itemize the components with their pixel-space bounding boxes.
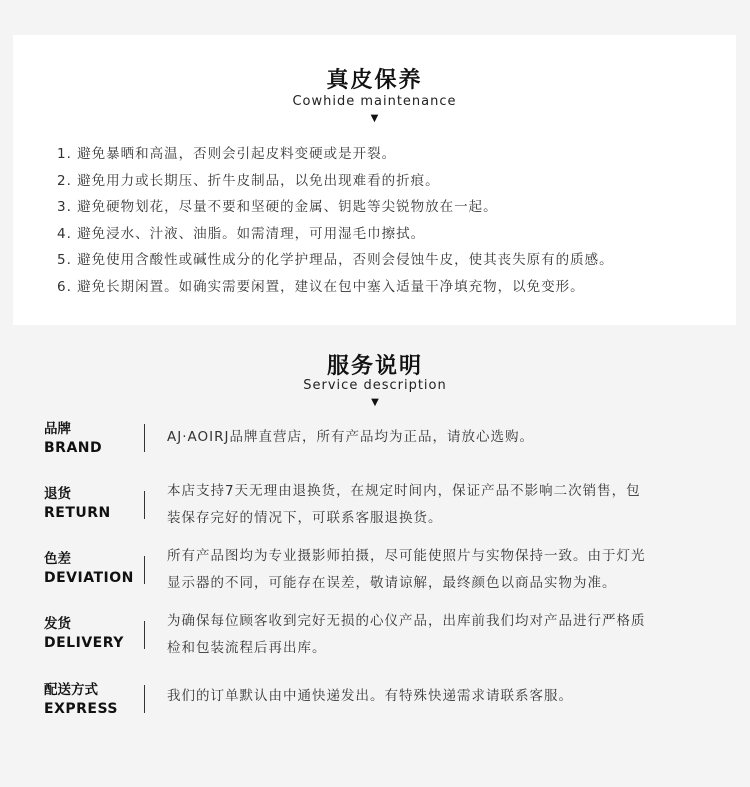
service-text-line: 为确保每位顾客收到完好无损的心仪产品，出库前我们均对产品进行严格质 (167, 613, 646, 629)
service-label-cn: 退货 (44, 486, 71, 502)
service-text (167, 543, 717, 597)
service-text-line: 检和包装流程后再出库。 (167, 640, 327, 656)
service-label-cn: 配送方式 (44, 682, 98, 698)
service-text-line: 本店支持7天无理由退换货，在规定时间内，保证产品不影响二次销售，包 (167, 483, 641, 499)
service-text (167, 608, 717, 662)
service-text-line: 所有产品图均为专业摄影师拍摄，尽可能使照片与实物保持一致。由于灯光 (167, 548, 646, 564)
service-divider (144, 424, 145, 452)
service-label-en: BRAND (44, 440, 103, 456)
care-item: 5. 避免使用含酸性或碱性成分的化学护理品，否则会侵蚀牛皮，使其丧失原有的质感。 (57, 252, 614, 269)
service-label-en: RETURN (44, 505, 111, 521)
service-label (44, 550, 139, 588)
service-label-en: DEVIATION (44, 570, 134, 586)
care-item: 3. 避免硬物划花，尽量不要和坚硬的金属、钥匙等尖锐物放在一起。 (57, 199, 498, 216)
care-arrow-icon: ▼ (370, 113, 379, 124)
care-card (13, 35, 736, 325)
service-text-line: AJ·AOIRJ品牌直营店，所有产品均为正品，请放心选购。 (167, 429, 534, 445)
service-divider (144, 491, 145, 519)
service-label (44, 420, 139, 458)
care-item: 1. 避免暴晒和高温，否则会引起皮料变硬或是开裂。 (57, 146, 397, 162)
service-text (167, 478, 717, 532)
service-label-cn: 品牌 (44, 421, 71, 437)
service-arrow-icon: ▼ (371, 397, 379, 408)
service-subtitle: Service description (303, 378, 447, 393)
service-text-line: 我们的订单默认由中通快递发出。有特殊快递需求请联系客服。 (167, 688, 573, 704)
service-divider (144, 621, 145, 649)
service-label-cn: 色差 (44, 551, 71, 567)
service-label (44, 615, 139, 653)
care-title: 真皮保养 (326, 68, 423, 93)
service-label (44, 485, 139, 523)
service-title: 服务说明 (326, 354, 423, 379)
service-text (167, 424, 717, 451)
care-list (57, 141, 614, 301)
care-item: 2. 避免用力或长期压、折牛皮制品，以免出现难看的折痕。 (57, 172, 440, 189)
service-label (44, 681, 139, 719)
service-label-cn: 发货 (44, 616, 71, 632)
care-subtitle: Cowhide maintenance (292, 94, 457, 109)
service-label-en: EXPRESS (44, 701, 118, 717)
service-text-line: 装保存完好的情况下，可联系客服退换货。 (167, 510, 443, 526)
care-item: 4. 避免浸水、汁液、油脂。如需清理，可用湿毛巾擦拭。 (57, 225, 426, 242)
service-label-en: DELIVERY (44, 635, 124, 651)
care-item: 6. 避免长期闲置。如确实需要闲置，建议在包中塞入适量干净填充物，以免变形。 (57, 278, 585, 295)
service-text-line: 显示器的不同，可能存在误差，敬请谅解，最终颜色以商品实物为准。 (167, 575, 617, 591)
service-divider (144, 556, 145, 584)
service-divider (144, 685, 145, 713)
service-text (167, 683, 717, 710)
